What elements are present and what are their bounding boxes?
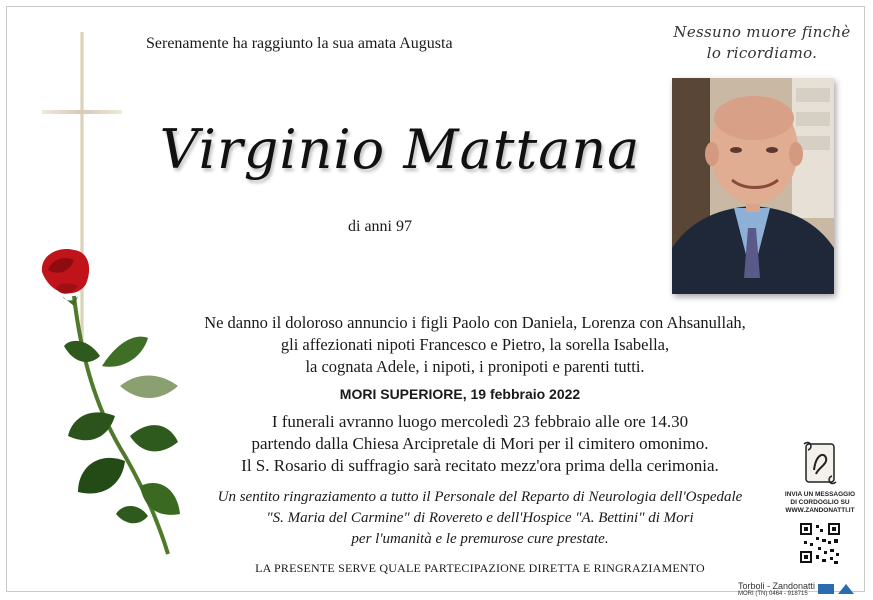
- condolence-block[interactable]: [782, 440, 858, 568]
- thanks-line: per l'umanità e le premurose cure prestate.: [351, 531, 609, 547]
- condolence-line: DI CORDOGLIO SU: [790, 499, 850, 506]
- announcement-line: Ne danno il doloroso annuncio i figli Paolo con Daniela, Lorenza con Ahsanullah,: [204, 313, 746, 332]
- funeral-line: Il S. Rosario di suffragio sarà recitato mezz'ora prima della cerimonia.: [241, 456, 719, 475]
- thanks-line: Un sentito ringraziamento a tutto il Personale del Reparto di Neurologia dell'Ospedale: [217, 489, 743, 505]
- announcement-line: la cognata Adele, i nipoti, i pronipoti e parenti tutti.: [305, 357, 645, 376]
- announcement-line: gli affezionati nipoti Francesco e Pietro, la sorella Isabella,: [280, 335, 670, 354]
- age-text: di anni 97: [348, 218, 412, 235]
- condolence-line: INVIA UN MESSAGGIO: [784, 491, 856, 498]
- qr-code-icon[interactable]: [798, 521, 842, 565]
- scroll-icon: [800, 440, 840, 488]
- deceased-name: Virginio Mattana: [159, 118, 641, 181]
- footer-text: LA PRESENTE SERVE QUALE PARTECIPAZIONE DIRETTA E RINGRAZIAMENTO: [255, 561, 705, 575]
- funeral-line: partendo dalla Chiesa Arcipretale di Mori per il cimitero omonimo.: [251, 434, 709, 453]
- motto-text: [652, 22, 872, 64]
- motto-line: lo ricordiamo.: [706, 44, 818, 62]
- funeral-info: [180, 411, 780, 477]
- rose-icon: [30, 246, 190, 562]
- brand-info: MORI (TN) 0464 - 918715: [738, 591, 808, 597]
- funeral-line: I funerali avranno luogo mercoledì 23 febbraio alle ore 14.30: [271, 412, 689, 431]
- condolence-url[interactable]: WWW.ZANDONATTI.IT: [785, 507, 855, 514]
- brand-logo-icon: [818, 582, 858, 596]
- brand-name: Torboli - Zandonatti: [738, 581, 816, 591]
- thanks-line: "S. Maria del Carmine" di Rovereto e dell'Hospice "A. Bettini" di Mori: [266, 510, 694, 526]
- motto-line: Nessuno muore finchè: [673, 23, 851, 41]
- portrait-photo: [672, 78, 834, 294]
- place-date: MORI SUPERIORE, 19 febbraio 2022: [339, 386, 581, 402]
- thanks-text: [180, 487, 780, 550]
- intro-text: Serenamente ha raggiunto la sua amata Augusta: [146, 35, 453, 52]
- announcement: [140, 312, 810, 378]
